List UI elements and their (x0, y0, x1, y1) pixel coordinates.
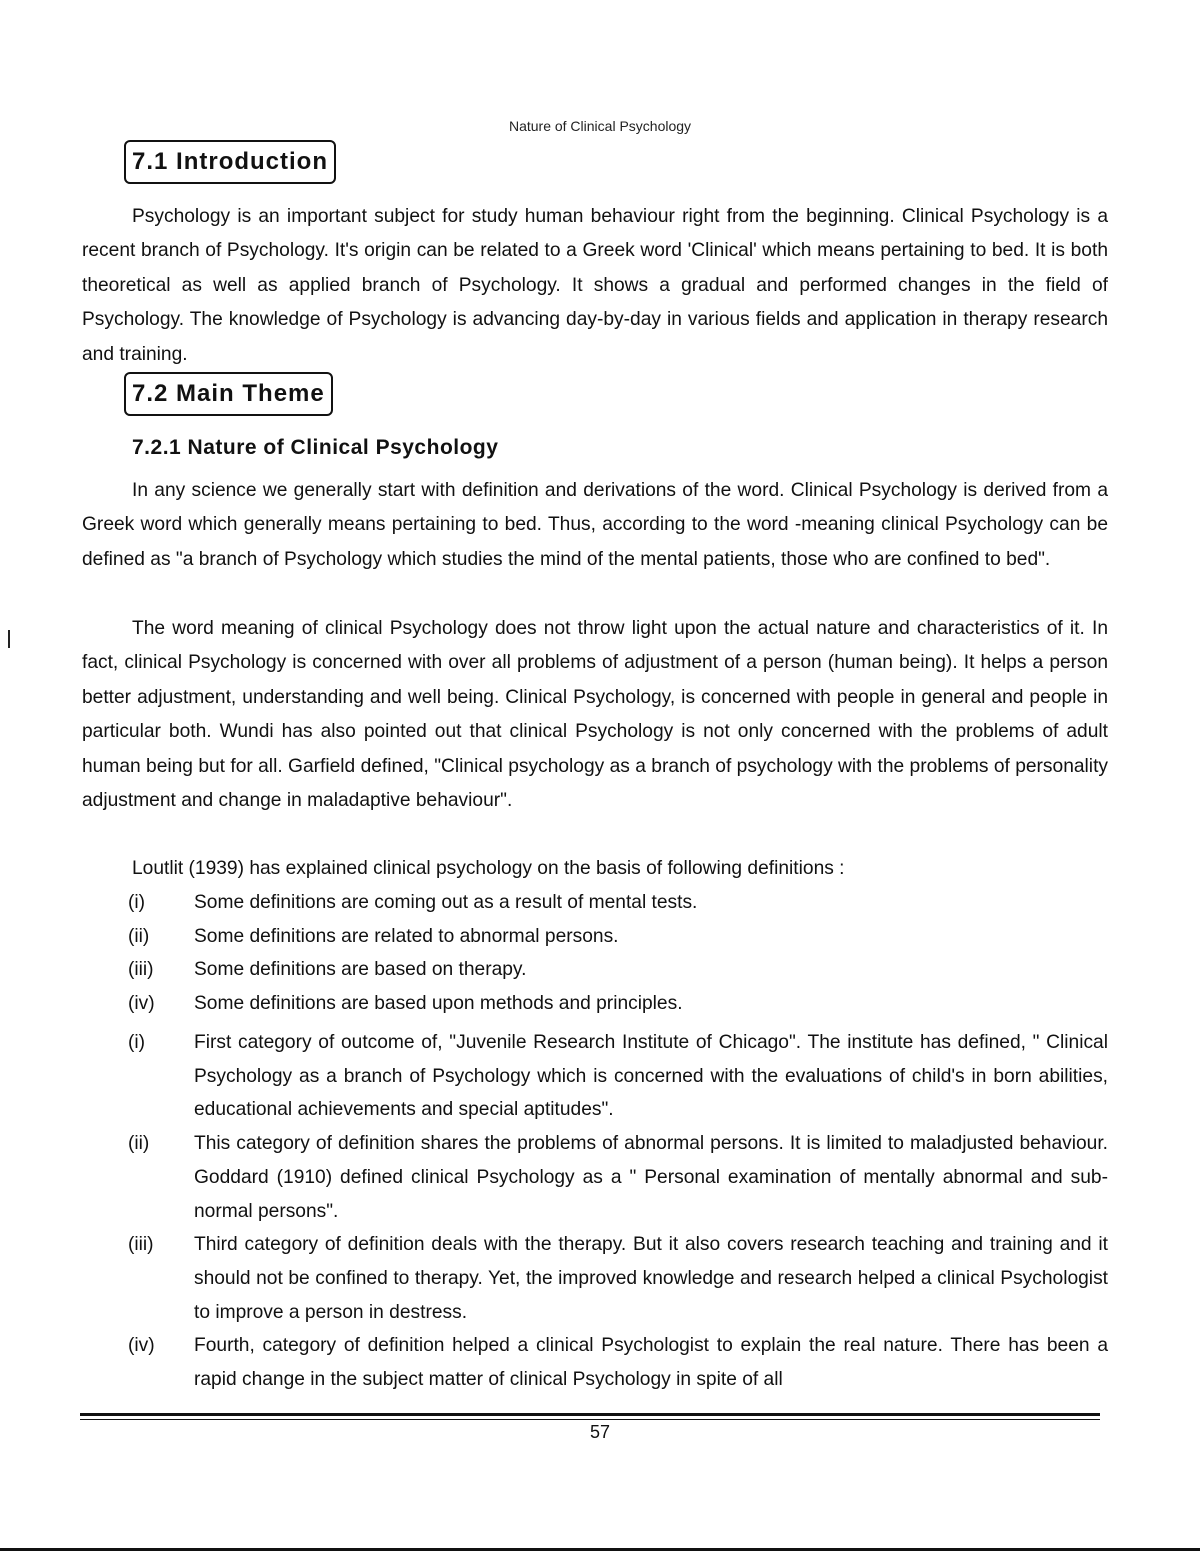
footer-rule-thick (80, 1413, 1100, 1416)
nature-paragraph-2: The word meaning of clinical Psychology does not throw light upon the actual nature and characteristics of it. In fact, clinical Psychology is concerned with over all problems of adjustment of a person (human being). It helps a person better adjustment, understanding and well being. Clinical Psychology, is concerned with people in general and people in particular both. Wundi has also pointed out that clinical Psychology is not only concerned with the problems of adult human being but for all. Garfield defined, "Clinical psychology as a branch of psychology with the problems of personality adjustment and change in maladaptive behaviour". (82, 618, 1108, 812)
list-item-text: Some definitions are coming out as a result of mental tests. (194, 892, 698, 913)
subheading-nature: 7.2.1 Nature of Clinical Psychology (132, 436, 499, 459)
section-heading-main-theme: 7.2 Main Theme (124, 372, 333, 416)
list-item-number: (ii) (128, 925, 150, 947)
list-item-number: (i) (128, 892, 146, 913)
section-heading-introduction: 7.1 Introduction (124, 140, 336, 184)
list-item-text: Third category of definition deals with the therapy. But it also covers research teaching and training and it should not be confined to therapy. Yet, the improved knowledge and research helped a clinical Psychologist to improve a person in destress. (194, 1234, 1108, 1323)
page-number: 57 (589, 1422, 611, 1442)
definitions-short-list (128, 886, 1108, 1021)
list-item (128, 920, 1108, 954)
intro-paragraph: Psychology is an important subject for study human behaviour right from the beginning. Clinical Psychology is a recent branch of Psychology. It's origin can be related to a Greek word 'Clinical' which means pertaining to bed. It is both theoretical as well as applied branch of Psychology. It shows a gradual and performed changes in the field of Psychology. The knowledge of Psychology is advancing day-by-day in various fields and application in therapy research and training. (82, 206, 1108, 365)
list-item-text: Some definitions are based on therapy. (194, 959, 527, 981)
list-item-text: Fourth, category of definition helped a clinical Psychologist to explain the real nature. There has been a rapid change in the subject matter of clinical Psychology in spite of all (194, 1335, 1108, 1391)
list-item-text: Some definitions are related to abnormal persons. (194, 925, 619, 947)
list-item (128, 1026, 1108, 1127)
running-header: Nature of Clinical Psychology (508, 118, 692, 134)
list-item-number: (iv) (128, 1335, 155, 1357)
list-item-number: (iii) (128, 1234, 154, 1256)
list-item-text: This category of definition shares the problems of abnormal persons. It is limited to maladjusted behaviour. Goddard (1910) defined clinical Psychology as a " Personal examination of mentally abnormal and sub-normal persons". (194, 1133, 1108, 1222)
loutlit-intro-paragraph: Loutlit (1939) has explained clinical psychology on the basis of following definitions : (132, 858, 845, 879)
scan-margin-mark (8, 630, 10, 648)
scan-bottom-edge (0, 1548, 1200, 1551)
list-item (128, 987, 1108, 1021)
footer-rule-thin (80, 1419, 1100, 1420)
list-item-text: Some definitions are based upon methods and principles. (194, 993, 683, 1015)
list-item (128, 1127, 1108, 1228)
list-item (128, 1228, 1108, 1329)
list-item (128, 1329, 1108, 1396)
definitions-long-list (128, 1026, 1108, 1397)
list-item-number: (iii) (128, 959, 154, 981)
list-item (128, 953, 1108, 987)
nature-paragraph-1: In any science we generally start with definition and derivations of the word. Clinical Psychology is derived from a Greek word which generally means pertaining to bed. Thus, according to the word -meaning clinical Psychology can be defined as "a branch of Psychology which studies the mind of the mental patients, those who are confined to bed". (82, 480, 1108, 570)
list-item-number: (i) (128, 1032, 146, 1053)
list-item-text: First category of outcome of, "Juvenile Research Institute of Chicago". The institute has defined, " Clinical Psychology as a branch of Psychology which is concerned with the evaluations of child's in born abilities, educational achievements and special aptitudes". (194, 1032, 1108, 1121)
list-item-number: (iv) (128, 993, 155, 1015)
list-item (128, 886, 1108, 920)
list-item-number: (ii) (128, 1133, 150, 1155)
